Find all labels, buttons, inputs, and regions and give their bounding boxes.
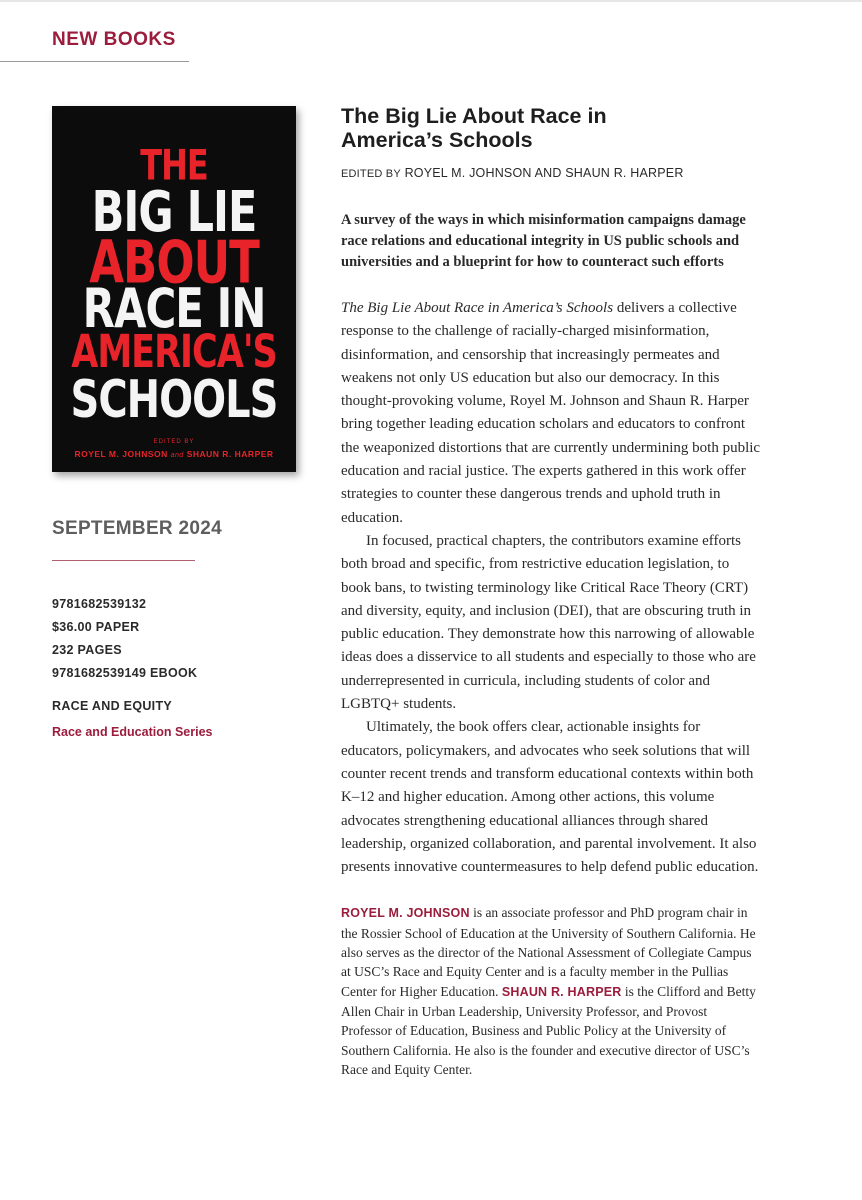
book-title-line-2: America’s Schools: [341, 128, 533, 152]
cover-edited-by: EDITED BY: [153, 439, 195, 445]
price: $36.00 PAPER: [52, 620, 140, 634]
author-bios: [341, 903, 761, 1079]
description-p1-text: delivers a collective response to the challenge of racially-charged misinformation, disinformation, and censorship that increasingly permeates and weakens not only US education but also our democracy. In this thought-provoking volume, Royel M. Johnson and Shaun R. Harper bring together leading education scholars and educators to confront the weaponized distortions that are currently undermining both public education and racial justice. The experts gathered in this work offer strategies to counter these dangerous trends and uphold truth in education.: [341, 300, 761, 526]
editors-names: ROYEL M. JOHNSON AND SHAUN R. HARPER: [404, 166, 684, 180]
cover-and: and: [170, 452, 184, 459]
cover-title-race-in: RACE IN: [82, 276, 266, 341]
description-paragraph-2: In focused, practical chapters, the contributors examine efforts both broad and specific, from restrictive education legislation, to book bans, to twisting terminology like Critical Race Theory (CRT) and diversity, equity, and inclusion (DEI), that are obscuring truth in public education. They demonstrate how this narrowing of allowable ideas does a disservice to all students and especially to those who are underrepresented in curricula, including students of color and LGBTQ+ students.: [341, 532, 756, 713]
top-divider: [0, 0, 862, 2]
book-lede: A survey of the ways in which misinformation campaigns damage race relations and educational integrity in US public schools and universities and a blueprint for how to counteract such efforts: [341, 212, 746, 270]
book-description-column: [341, 104, 761, 1079]
cover-editor-2: SHAUN R. HARPER: [186, 449, 274, 459]
page-count: 232 PAGES: [52, 643, 122, 657]
section-label: NEW BOOKS: [52, 29, 176, 50]
book-title: [341, 104, 761, 152]
book-metadata: [52, 518, 252, 739]
book-cover-image: [52, 106, 296, 472]
cover-title-about: ABOUT: [89, 228, 259, 297]
cover-title-the: THE: [140, 140, 208, 190]
date-divider: [52, 560, 195, 561]
cover-title-americas: AMERICA'S: [71, 326, 277, 379]
publication-date: SEPTEMBER 2024: [52, 518, 222, 539]
cover-title-schools: SCHOOLS: [70, 370, 278, 430]
book-details: [52, 593, 252, 685]
description-title-ref: The Big Lie About Race in America’s Schools: [341, 300, 614, 316]
subject-category: RACE AND EQUITY: [52, 699, 173, 713]
book-description: [341, 297, 761, 879]
editors-line: [341, 166, 761, 180]
author-name-johnson: ROYEL M. JOHNSON: [341, 906, 470, 921]
cover-editor-1: ROYEL M. JOHNSON: [74, 449, 168, 459]
description-paragraph-3: Ultimately, the book offers clear, actionable insights for educators, policymakers, and advocates who seek solutions that will counter recent trends and transform educational contexts within both K–12 and higher education. Among other actions, this volume advocates strengthening educational alliances through shared leadership, organized collaboration, and parental involvement. It also presents innovative countermeasures to help defend public education.: [341, 719, 759, 876]
edited-by-label: EDITED BY: [341, 168, 401, 180]
author-bio-johnson: is an associate professor and PhD program chair in the Rossier School of Education at the University of Southern California. He also serves as the director of the National Assessment of Collegiate Campus at USC’s Race and Equity Center and is a faculty member in the Pullias Center for Higher Education.: [341, 905, 756, 999]
book-title-line-1: The Big Lie About Race in: [341, 104, 607, 128]
author-bio-harper: is the Clifford and Betty Allen Chair in Urban Leadership, University Professor, and Provost Professor of Education, Business and Public Policy at the University of Southern California. He also is the founder and executive director of USC’s Race and Equity Center.: [341, 983, 756, 1077]
isbn-paper: 9781682539132: [52, 597, 147, 611]
isbn-ebook: 9781682539149 EBOOK: [52, 666, 198, 680]
author-name-harper: SHAUN R. HARPER: [501, 984, 622, 999]
cover-editors: [52, 449, 296, 459]
section-divider: [0, 61, 189, 62]
description-paragraph-1: [341, 297, 761, 530]
cover-title-big-lie: BIG LIE: [91, 180, 257, 246]
series-name: Race and Education Series: [52, 725, 213, 739]
